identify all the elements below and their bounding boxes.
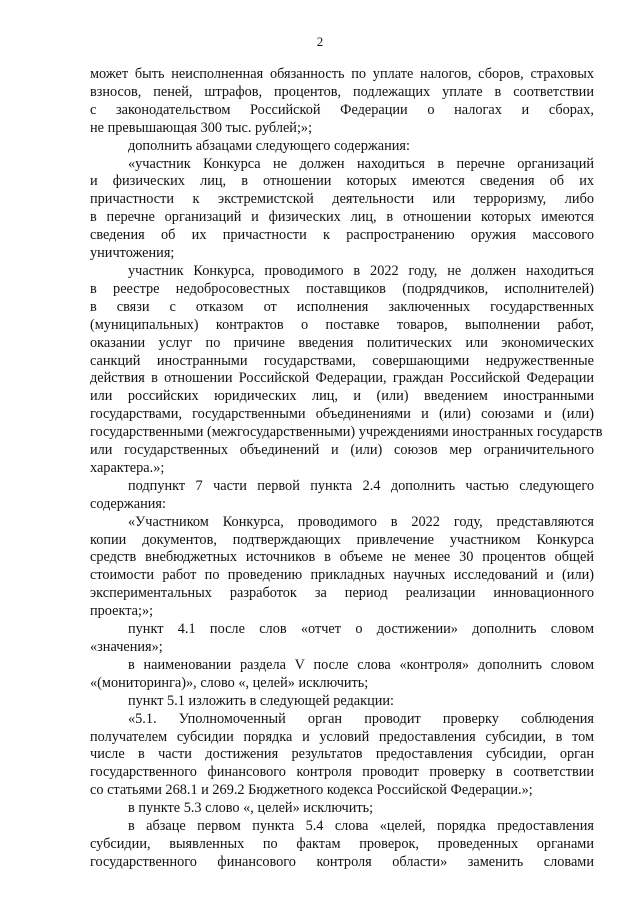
text-line: в абзаце первом пункта 5.4 слова «целей, порядка предоставления [128, 818, 594, 835]
text-line: участник Конкурса, проводимого в 2022 году, не должен находиться [128, 262, 594, 279]
text-line: с законодательством Российской Федерации о налогах и сборах, [90, 101, 594, 118]
text-line: «участник Конкурса не должен находиться в перечне организаций [128, 155, 594, 172]
text-line: сведения об их причастности к распространению оружия массового [90, 227, 594, 244]
text-line: копии документов, подтверждающих привлечение участником Конкурса [90, 531, 594, 548]
text-line: дополнить абзацами следующего содержания: [128, 137, 410, 154]
text-line: экспериментальных разработок за период реализации инновационного [90, 585, 594, 602]
text-line: санкций иностранными государствами, совершающими недружественные [90, 352, 594, 369]
text-line: и физических лиц, в отношении которых имеются сведения об их [90, 173, 594, 190]
text-line: пункт 4.1 после слов «отчет о достижении» дополнить словом [128, 621, 594, 638]
text-line: оказании услуг по причине введения политических или экономических [90, 334, 594, 351]
text-line: может быть неисполненная обязанность по уплате налогов, сборов, страховых [90, 66, 594, 82]
text-line: средств внебюджетных источников в объеме не менее 30 процентов общей [90, 549, 594, 566]
text-line: «значения»; [90, 639, 163, 655]
page-number: 2 [316, 34, 324, 49]
text-line: государственного финансового контроля проводит проверку в соответствии [90, 764, 594, 781]
text-line: в наименовании раздела V после слова «контроля» дополнить словом [128, 656, 594, 673]
text-line: в перечне организаций и физических лиц, в отношении которых имеются [90, 209, 594, 226]
text-line: (муниципальных) контрактов о поставке товаров, выполнении работ, [90, 316, 594, 333]
text-line: «(мониторинга)», слово «, целей» исключить; [90, 674, 369, 691]
text-line: «Участником Конкурса, проводимого в 2022 году, представляются [128, 513, 594, 530]
text-line: причастности к экстремистской деятельности или терроризму, либо [90, 191, 594, 208]
text-line: действия в отношении Российской Федерации, граждан Российской Федерации [90, 370, 594, 387]
text-line: стоимости работ по проведению прикладных научных исследований и (или) [90, 567, 594, 584]
text-line: в реестре недобросовестных поставщиков (подрядчиков, исполнителей) [90, 280, 594, 297]
text-line: проекта;»; [90, 603, 154, 620]
document-body [90, 66, 603, 872]
text-line: субсидии, выявленных по фактам проверок, проведенных органами [90, 835, 594, 852]
text-line: государственными (межгосударственными) учреждениями иностранных государств [90, 424, 603, 441]
text-line: подпункт 7 части первой пункта 2.4 дополнить частью следующего [128, 477, 594, 494]
text-line: государствами, государственными объединениями и (или) союзами и (или) [90, 406, 594, 423]
text-line: не превышающая 300 тыс. рублей;»; [90, 119, 313, 136]
text-line: или государственных объединений и (или) союзов мер ограничительного [90, 442, 594, 459]
text-line: характера.»; [90, 459, 165, 476]
text-line: со статьями 268.1 и 269.2 Бюджетного кодекса Российской Федерации.»; [90, 782, 533, 799]
text-line: в связи с отказом от исполнения заключенных государственных [90, 298, 594, 315]
text-line: пункт 5.1 изложить в следующей редакции: [128, 692, 395, 709]
text-line: содержания: [90, 495, 166, 512]
text-line: взносов, пеней, штрафов, процентов, подлежащих уплате в соответствии [90, 83, 594, 100]
text-line: государственного финансового контроля области» заменить словами [90, 853, 594, 870]
text-line: уничтожения; [90, 245, 175, 262]
text-line: «5.1. Уполномоченный орган проводит проверку соблюдения [128, 710, 594, 727]
text-line: или российских юридических лиц, и (или) введением иностранными [90, 388, 594, 405]
text-line: получателем субсидии порядка и условий предоставления субсидии, в том [90, 728, 594, 745]
text-line: числе в части достижения результатов предоставления субсидии, орган [90, 746, 594, 763]
text-line: в пункте 5.3 слово «, целей» исключить; [128, 800, 374, 817]
